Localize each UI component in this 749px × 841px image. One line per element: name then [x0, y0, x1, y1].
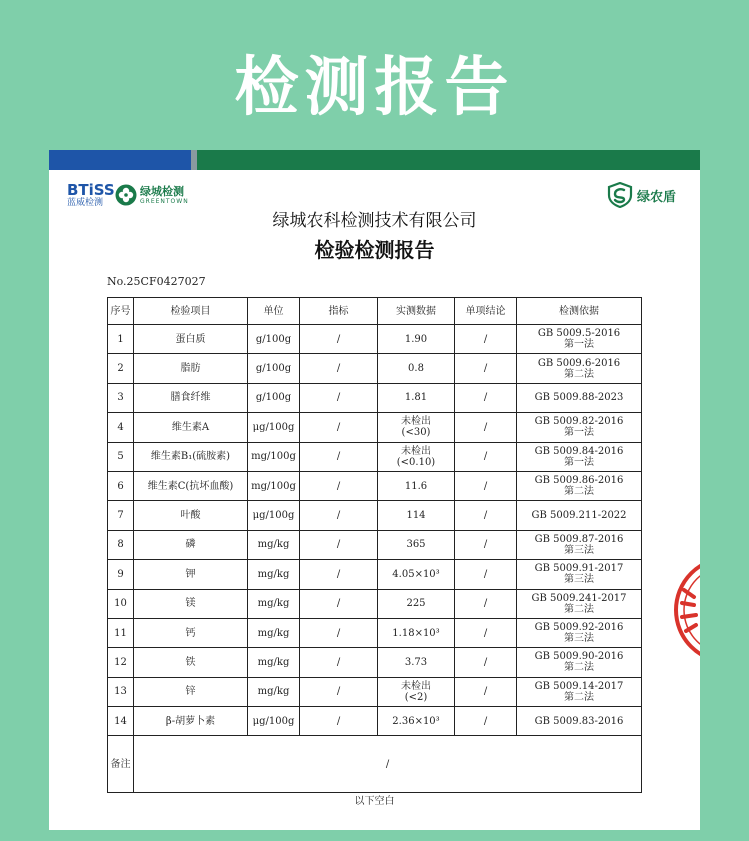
- test-item: 钾: [185, 568, 196, 580]
- remark-row: [108, 736, 642, 793]
- test-item: 镁: [185, 598, 196, 610]
- unit-cell: [248, 530, 300, 559]
- row-number: 9: [117, 568, 124, 580]
- test-item: β-胡萝卜素: [165, 715, 216, 727]
- test-item-cell: [134, 442, 248, 471]
- row-number: 3: [117, 392, 124, 404]
- unit: mg/kg: [257, 598, 290, 610]
- clover-icon: [115, 184, 137, 206]
- measured-value: 225: [406, 598, 426, 610]
- index: /: [336, 715, 341, 727]
- conclusion-cell: [455, 325, 517, 354]
- test-basis-cell: [517, 413, 642, 442]
- test-item: 维生素A: [171, 421, 210, 433]
- test-basis-cell: [517, 618, 642, 647]
- header-bar-blue: [49, 150, 191, 170]
- btiss-logo-subtitle: 蓝威检测: [67, 198, 104, 208]
- measured-value-cell: [378, 618, 455, 647]
- table-row: [108, 618, 642, 647]
- test-item-cell: [134, 383, 248, 412]
- conclusion: /: [483, 421, 488, 433]
- table-row: [108, 530, 642, 559]
- table-row: [108, 471, 642, 500]
- index: /: [336, 392, 341, 404]
- row-number-cell: [108, 648, 134, 677]
- row-number: 12: [114, 656, 127, 668]
- measured-value-cell: [378, 648, 455, 677]
- test-basis-cell: [517, 530, 642, 559]
- header-cell: 单项结论: [455, 298, 517, 325]
- test-item: 铁: [185, 656, 196, 668]
- measured-value-cell: [378, 560, 455, 589]
- footer-note: 以下空白: [354, 796, 395, 807]
- index-cell: [300, 383, 378, 412]
- index-cell: [300, 648, 378, 677]
- test-basis: GB 5009.88-2023: [534, 392, 624, 404]
- index: /: [336, 421, 341, 433]
- header-cell: 单位: [248, 298, 300, 325]
- measured-value-cell: [378, 471, 455, 500]
- test-basis-cell: [517, 589, 642, 618]
- measured-value-cell: [378, 354, 455, 383]
- measured-value: 1.81: [404, 392, 428, 404]
- index-cell: [300, 530, 378, 559]
- table-row: [108, 325, 642, 354]
- index-cell: [300, 501, 378, 530]
- conclusion-cell: [455, 648, 517, 677]
- row-number-cell: [108, 530, 134, 559]
- row-number-cell: [108, 707, 134, 736]
- measured-value-detail: (<30): [401, 427, 431, 439]
- test-basis-cell: [517, 325, 642, 354]
- measured-value: 114: [406, 510, 426, 522]
- index-cell: [300, 471, 378, 500]
- measured-value-detail: (<2): [404, 691, 428, 703]
- test-basis-cell: [517, 354, 642, 383]
- row-number: 11: [114, 627, 127, 639]
- index: /: [336, 480, 341, 492]
- report-title: 检验检测报告: [314, 238, 435, 262]
- row-number-cell: [108, 442, 134, 471]
- unit: mg/kg: [257, 539, 290, 551]
- header-cell: 检测依据: [517, 298, 642, 325]
- report-sheet: [49, 150, 700, 830]
- test-item-cell: [134, 501, 248, 530]
- index-cell: [300, 589, 378, 618]
- unit: g/100g: [255, 363, 292, 375]
- greentown-logo-text: 绿城检测: [140, 184, 184, 198]
- measured-value-cell: [378, 589, 455, 618]
- index: /: [336, 568, 341, 580]
- measured-value: 1.18×10³: [392, 627, 440, 639]
- index: /: [336, 539, 341, 551]
- row-number: 10: [114, 598, 127, 610]
- conclusion-cell: [455, 501, 517, 530]
- test-basis-cell: [517, 677, 642, 706]
- row-number: 13: [114, 686, 127, 698]
- test-basis-cell: [517, 501, 642, 530]
- row-number-cell: [108, 618, 134, 647]
- test-basis: GB 5009.82-2016: [534, 416, 624, 428]
- test-method: 第二法: [564, 662, 594, 674]
- table-row: [108, 648, 642, 677]
- test-item-cell: [134, 618, 248, 647]
- test-basis: GB 5009.87-2016: [534, 533, 624, 545]
- row-number: 1: [117, 333, 124, 345]
- table-row: [108, 560, 642, 589]
- test-basis-cell: [517, 442, 642, 471]
- conclusion: /: [483, 510, 488, 522]
- measured-value: 未检出: [401, 680, 431, 692]
- test-basis-cell: [517, 383, 642, 412]
- unit: μg/100g: [252, 510, 295, 522]
- index: /: [336, 333, 341, 345]
- test-item-cell: [134, 707, 248, 736]
- test-method: 第一法: [564, 456, 594, 468]
- measured-value-cell: [378, 413, 455, 442]
- conclusion: /: [483, 568, 488, 580]
- shield-icon: [607, 182, 633, 208]
- table-row: [108, 413, 642, 442]
- test-basis: GB 5009.92-2016: [534, 622, 624, 634]
- test-item: 锌: [185, 686, 196, 698]
- measured-value: 4.05×10³: [392, 568, 440, 580]
- conclusion: /: [483, 656, 488, 668]
- index-cell: [300, 413, 378, 442]
- unit-cell: [248, 413, 300, 442]
- conclusion-cell: [455, 560, 517, 589]
- measured-value: 1.90: [404, 333, 428, 345]
- unit: μg/100g: [252, 421, 295, 433]
- measured-value: 0.8: [408, 363, 424, 375]
- test-method: 第一法: [564, 339, 594, 351]
- test-item-cell: [134, 413, 248, 442]
- unit: mg/100g: [251, 451, 296, 463]
- measured-value-detail: (<0.10): [396, 456, 436, 468]
- measured-value-cell: [378, 442, 455, 471]
- row-number: 4: [117, 421, 124, 433]
- test-method: 第一法: [564, 427, 594, 439]
- conclusion-cell: [455, 383, 517, 412]
- table-row: [108, 383, 642, 412]
- row-number-cell: [108, 471, 134, 500]
- test-item-cell: [134, 677, 248, 706]
- remark-value: /: [134, 736, 642, 793]
- header-cell: 检验项目: [134, 298, 248, 325]
- measured-value: 365: [406, 539, 426, 551]
- conclusion: /: [483, 480, 488, 492]
- measured-value: 未检出: [401, 445, 431, 457]
- conclusion-cell: [455, 677, 517, 706]
- test-method: 第二法: [564, 486, 594, 498]
- test-basis: GB 5009.241-2017: [531, 592, 627, 604]
- header-bar-green: [197, 150, 700, 170]
- test-basis: GB 5009.14-2017: [534, 680, 624, 692]
- conclusion: /: [483, 715, 488, 727]
- conclusion-cell: [455, 589, 517, 618]
- test-results-table: [107, 297, 642, 793]
- conclusion-cell: [455, 442, 517, 471]
- unit: mg/100g: [251, 480, 296, 492]
- header-cell: 序号: [108, 298, 134, 325]
- test-basis-cell: [517, 707, 642, 736]
- test-item: 蛋白质: [175, 333, 206, 345]
- header-cell: 实测数据: [378, 298, 455, 325]
- table-row: [108, 354, 642, 383]
- conclusion: /: [483, 627, 488, 639]
- unit-cell: [248, 471, 300, 500]
- measured-value-cell: [378, 501, 455, 530]
- measured-value-cell: [378, 383, 455, 412]
- index: /: [336, 656, 341, 668]
- unit: μg/100g: [252, 715, 295, 727]
- row-number-cell: [108, 325, 134, 354]
- conclusion-cell: [455, 413, 517, 442]
- lvnongdun-logo-text: 绿农盾: [636, 189, 676, 205]
- unit-cell: [248, 707, 300, 736]
- row-number: 14: [114, 715, 127, 727]
- unit: mg/kg: [257, 627, 290, 639]
- table-header-row: [108, 298, 642, 325]
- index-cell: [300, 560, 378, 589]
- row-number-cell: [108, 501, 134, 530]
- row-number: 8: [117, 539, 124, 551]
- row-number-cell: [108, 677, 134, 706]
- conclusion: /: [483, 686, 488, 698]
- conclusion: /: [483, 333, 488, 345]
- test-basis: GB 5009.6-2016: [537, 357, 621, 369]
- test-item-cell: [134, 354, 248, 383]
- unit: g/100g: [255, 333, 292, 345]
- test-item-cell: [134, 648, 248, 677]
- unit-cell: [248, 589, 300, 618]
- index: /: [336, 686, 341, 698]
- test-basis: GB 5009.86-2016: [534, 475, 624, 487]
- test-basis: GB 5009.211-2022: [531, 510, 627, 522]
- unit-cell: [248, 501, 300, 530]
- index-cell: [300, 325, 378, 354]
- test-item-cell: [134, 530, 248, 559]
- row-number: 5: [117, 451, 124, 463]
- test-method: 第二法: [564, 603, 594, 615]
- unit: mg/kg: [257, 568, 290, 580]
- report-number: No.25CF0427027: [107, 275, 206, 288]
- test-item: 维生素B₁(硫胺素): [150, 451, 231, 463]
- conclusion-cell: [455, 354, 517, 383]
- row-number-cell: [108, 589, 134, 618]
- unit-cell: [248, 325, 300, 354]
- row-number: 2: [117, 363, 124, 375]
- row-number: 7: [117, 510, 124, 522]
- test-item: 膳食纤维: [170, 392, 211, 404]
- test-basis: GB 5009.83-2016: [534, 715, 624, 727]
- index-cell: [300, 354, 378, 383]
- index-cell: [300, 618, 378, 647]
- test-item: 脂肪: [180, 363, 201, 375]
- conclusion-cell: [455, 530, 517, 559]
- test-item-cell: [134, 325, 248, 354]
- row-number-cell: [108, 560, 134, 589]
- btiss-logo-text: BTiSS: [67, 181, 115, 199]
- index: /: [336, 627, 341, 639]
- measured-value: 11.6: [404, 480, 428, 492]
- table-row: [108, 707, 642, 736]
- test-basis: GB 5009.90-2016: [534, 651, 624, 663]
- index: /: [336, 451, 341, 463]
- measured-value: 3.73: [404, 656, 428, 668]
- unit-cell: [248, 354, 300, 383]
- test-method: 第三法: [564, 544, 594, 556]
- test-basis-cell: [517, 560, 642, 589]
- conclusion-cell: [455, 618, 517, 647]
- conclusion: /: [483, 451, 488, 463]
- conclusion: /: [483, 539, 488, 551]
- measured-value: 未检出: [401, 416, 431, 428]
- remark-label: 备注: [108, 736, 134, 793]
- lvnongdun-logo: [607, 182, 676, 208]
- index-cell: [300, 677, 378, 706]
- conclusion: /: [483, 363, 488, 375]
- test-basis: GB 5009.84-2016: [534, 445, 624, 457]
- test-method: 第二法: [564, 691, 594, 703]
- table-row: [108, 589, 642, 618]
- test-basis-cell: [517, 471, 642, 500]
- table-row: [108, 677, 642, 706]
- test-item: 维生素C(抗坏血酸): [147, 480, 234, 492]
- conclusion-cell: [455, 707, 517, 736]
- measured-value-cell: [378, 707, 455, 736]
- unit-cell: [248, 648, 300, 677]
- measured-value-cell: [378, 530, 455, 559]
- index: /: [336, 363, 341, 375]
- unit-cell: [248, 442, 300, 471]
- greentown-logo: [115, 184, 189, 206]
- company-name: 绿城农科检测技术有限公司: [272, 211, 477, 231]
- table-row: [108, 501, 642, 530]
- test-item-cell: [134, 589, 248, 618]
- test-basis: GB 5009.5-2016: [537, 328, 621, 340]
- conclusion-cell: [455, 471, 517, 500]
- btiss-logo: [67, 181, 115, 209]
- test-method: 第三法: [564, 574, 594, 586]
- measured-value: 2.36×10³: [392, 715, 440, 727]
- test-basis-cell: [517, 648, 642, 677]
- test-basis: GB 5009.91-2017: [534, 563, 624, 575]
- row-number-cell: [108, 354, 134, 383]
- index: /: [336, 510, 341, 522]
- unit: mg/kg: [257, 686, 290, 698]
- unit: g/100g: [255, 392, 292, 404]
- test-item: 磷: [185, 539, 196, 551]
- measured-value-cell: [378, 677, 455, 706]
- measured-value-cell: [378, 325, 455, 354]
- index-cell: [300, 707, 378, 736]
- test-item: 叶酸: [180, 510, 201, 522]
- page-title: 检测报告: [234, 51, 515, 125]
- test-method: 第三法: [564, 633, 594, 645]
- unit-cell: [248, 560, 300, 589]
- test-item-cell: [134, 560, 248, 589]
- row-number-cell: [108, 383, 134, 412]
- index: /: [336, 598, 341, 610]
- unit-cell: [248, 618, 300, 647]
- table-row: [108, 442, 642, 471]
- unit-cell: [248, 383, 300, 412]
- red-seal-stamp: [670, 545, 700, 675]
- conclusion: /: [483, 392, 488, 404]
- greentown-logo-en: GREENTOWN: [140, 197, 189, 205]
- test-item-cell: [134, 471, 248, 500]
- conclusion: /: [483, 598, 488, 610]
- row-number-cell: [108, 413, 134, 442]
- unit-cell: [248, 677, 300, 706]
- unit: mg/kg: [257, 656, 290, 668]
- header-cell: 指标: [300, 298, 378, 325]
- test-item: 钙: [185, 627, 196, 639]
- row-number: 6: [117, 480, 124, 492]
- test-method: 第二法: [564, 368, 594, 380]
- index-cell: [300, 442, 378, 471]
